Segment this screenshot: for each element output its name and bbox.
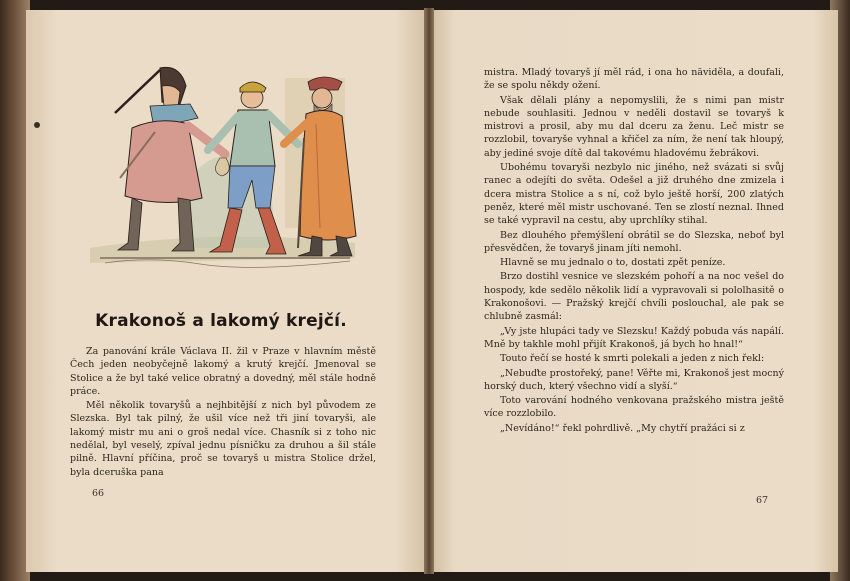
paragraph: Toto varování hodného venkovana pražského mistra ještě více rozzlobilo. (484, 395, 784, 420)
right-page-text (484, 66, 784, 436)
paragraph: „Nebuďte prostořeký, pane! Věřte mi, Krakonoš jest mocný horský duch, který všechno vidí a slyší.“ (484, 367, 784, 392)
left-page-text (70, 345, 376, 480)
paragraph: Bez dlouhého přemýšlení obrátil se do Slezska, neboť byl přesvědčen, že tovaryš jinam jíti nemohl. (484, 229, 784, 254)
page-hole (34, 122, 40, 128)
paragraph: Ubohému tovaryši nezbylo nic jiného, než svázati si svůj ranec a odejíti do světa. Odešel a již druhého dne zmizela i dcera mistra Stolice a s ní, což bylo ještě horší, 200 zlatých peněz, které měl mistr uschované. Ten se zlostí neznal. Ihned se také vypravil na cestu, aby uprchlíky stihal. (484, 162, 784, 227)
page-number-left: 66 (92, 488, 105, 499)
page-number-right: 67 (756, 495, 769, 506)
paragraph: Však dělali plány a nepomyslili, že s nimi pan mistr nebude souhlasiti. Jednou v neděli dostavil se tovaryš k mistrovi a prosil, aby mu dal dceru za ženu. Leč mistr se rozzlobil, tovaryše vyhnal a křičel za ním, že není tak hloupý, aby jediné svoje dítě dal takovému hladovému žebrákovi. (484, 94, 784, 159)
paragraph: Touto řečí se hosté k smrti polekali a jeden z nich řekl: (500, 353, 765, 365)
book-spine (424, 8, 434, 574)
paragraph: „Nevídáno!“ řekl pohrdlivě. „My chytří pražáci si z (500, 422, 745, 434)
paragraph: Za panování krále Václava II. žil v Praze v hlavním městě Čech jeden neobyčejně lakomý a krutý krejčí. Jmenoval se Stolice a že byl také velice obratný a dovedný, měl stále hodně práce. (70, 346, 376, 397)
paragraph: „Vy jste hlupáci tady ve Slezsku! Každý pobuda vás napálí. Mně by takhle mohl přijít Krakonoš, já bych ho hnal!“ (484, 325, 784, 350)
folk-tale-illustration (70, 58, 370, 273)
paragraph: mistra. Mladý tovaryš jí měl rád, i ona ho nāviděla, a doufali, že se spolu někdy ožení. (484, 67, 784, 92)
paragraph: Hlavně se mu jednalo o to, dostati zpět peníze. (500, 257, 726, 269)
paragraph: Měl několik tovaryšů a nejhbitější z nich byl původem ze Slezska. Byl tak pilný, že ušil více než tři jiní tovaryši, ale lakomý mistr mu ani o groš nedal více. Chasník si z toho nic nedělal, byl veselý, zpíval jednu písničku za druhou a šil stále pilně. Hlavní příčina, proč se tovaryš u mistra Stolice držel, byla dceruška pana (70, 400, 376, 478)
story-title: Krakonoš a lakomý krejčí. (95, 311, 347, 331)
paragraph: Brzo dostihl vesnice ve slezském pohoří a na noc vešel do hospody, kde sedělo několik lidí a vypravovali si pololhasitě o Krakonošovi. — Pražský krejčí chvíli poslouchal, ale pak se chlubně zasmál: (484, 271, 784, 323)
